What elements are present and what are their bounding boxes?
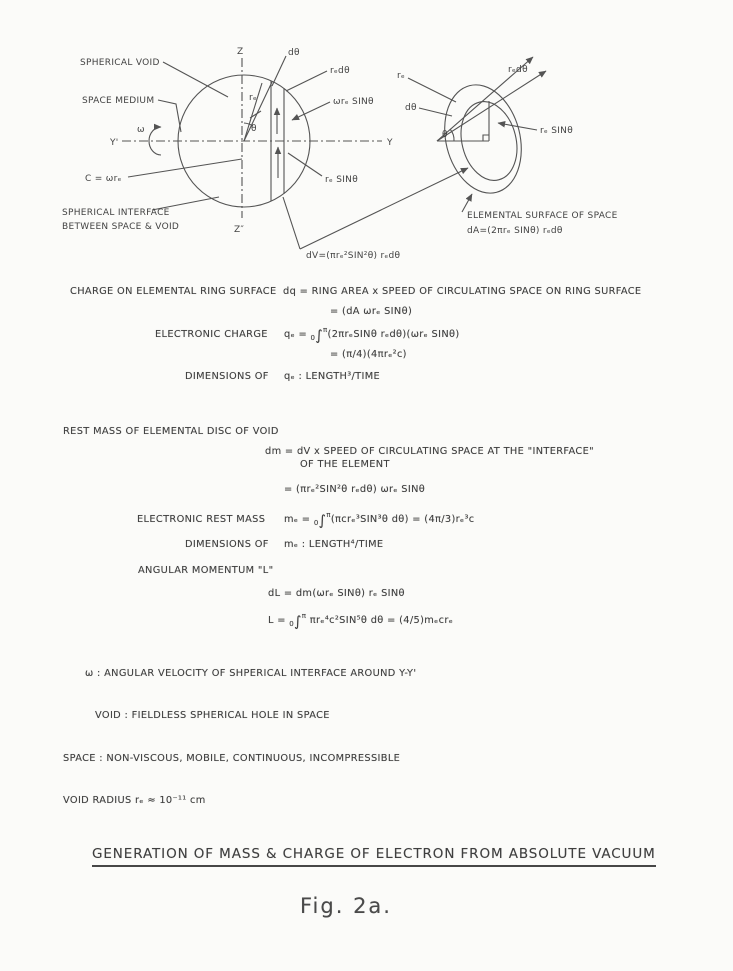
re-sin-label: rₑ SINθ	[325, 175, 359, 185]
dm-expanded-equation: = (πrₑ²SIN²θ rₑdθ) ωrₑ SINθ	[284, 484, 426, 495]
me-dimensions: mₑ : LENGTH⁴/TIME	[284, 539, 384, 550]
dtheta-label-right: dθ	[405, 103, 417, 113]
note-void-radius: VOID RADIUS rₑ ≈ 10⁻¹¹ cm	[63, 795, 206, 806]
leader-elemental-surface	[462, 194, 472, 212]
qe-dimensions: qₑ : LENGTH³/TIME	[284, 371, 381, 382]
leader-surface-speed	[128, 159, 242, 177]
leader-omega-re-sin	[292, 102, 330, 120]
note-void-definition: VOID : FIELDLESS SPHERICAL HOLE IN SPACE	[95, 710, 330, 721]
re-dtheta-label: rₑdθ	[330, 66, 350, 76]
dm-equation-line1: dm = dV x SPEED OF CIRCULATING SPACE AT THE "INTERFACE"	[265, 446, 594, 457]
figure-title: GENERATION OF MASS & CHARGE OF ELECTRON FROM ABSOLUTE VACUUM	[92, 846, 656, 867]
dimensions-of-label-m: DIMENSIONS OF	[185, 539, 269, 550]
re-sin-label-right: rₑ SINθ	[540, 126, 574, 136]
z-axis-label: Z	[237, 47, 244, 57]
right-angle-mark	[483, 135, 489, 141]
omega-label: ω	[137, 125, 145, 135]
elemental-surface-label-2: dA=(2πrₑ SINθ) rₑdθ	[467, 226, 563, 236]
figure-drawing	[0, 0, 733, 280]
dm-equation-line2: OF THE ELEMENT	[300, 459, 390, 470]
y-prime-axis-label: Y'	[110, 138, 119, 148]
interface-label-1: SPHERICAL INTERFACE	[62, 208, 170, 218]
theta-label-right: θ	[442, 130, 448, 140]
note-space-definition: SPACE : NON-VISCOUS, MOBILE, CONTINUOUS, INCOMPRESSIBLE	[63, 753, 401, 764]
leader-space-medium	[158, 100, 181, 132]
radius-line	[244, 82, 272, 141]
elemental-surface-label-1: ELEMENTAL SURFACE OF SPACE	[467, 211, 618, 221]
qe-integral-equation: qₑ = $_0$∫$^\pi$(2πrₑSINθ rₑdθ)(ωrₑ SINθ)	[284, 326, 460, 344]
l-integral-equation: L = $_0$∫$^\pi$ πrₑ⁴c²SIN⁵θ dθ = (4/5)mₑcrₑ	[268, 612, 454, 630]
dv-equation-label: dV=(πrₑ²SIN²θ) rₑdθ	[306, 251, 401, 261]
dtheta-label: dθ	[288, 48, 300, 58]
figure-caption: Fig. 2a.	[300, 894, 392, 918]
charge-section-heading: CHARGE ON ELEMENTAL RING SURFACE	[70, 286, 277, 297]
y-axis-label: Y	[387, 138, 393, 148]
re-dtheta-label-right: rₑdθ	[508, 65, 528, 75]
elemental-ring-diagram	[397, 57, 618, 236]
dl-equation: dL = dm(ωrₑ SINθ) rₑ SINθ	[268, 588, 405, 599]
theta-label: θ	[251, 124, 257, 134]
qe-result-equation: = (π/4)(4πrₑ²c)	[330, 349, 407, 360]
electronic-charge-label: ELECTRONIC CHARGE	[155, 329, 268, 340]
leader-dv-1	[283, 197, 300, 249]
z-prime-axis-label: Z″	[234, 225, 245, 235]
note-omega-definition: ω : ANGULAR VELOCITY OF SHPERICAL INTERFACE AROUND Y-Y'	[85, 668, 417, 679]
spherical-void-label: SPHERICAL VOID	[80, 58, 160, 68]
momentum-section-heading: ANGULAR MOMENTUM "L"	[138, 565, 274, 576]
leader-radius-right	[408, 78, 456, 102]
interface-label-2: BETWEEN SPACE & VOID	[62, 222, 180, 232]
wedge-line-2	[437, 71, 546, 141]
leader-dtheta	[272, 56, 286, 86]
leader-re-sin	[288, 153, 322, 176]
dq-expanded-equation: = (dA ωrₑ SINθ)	[330, 306, 413, 317]
mass-section-heading: REST MASS OF ELEMENTAL DISC OF VOID	[63, 426, 279, 437]
leader-re-dtheta	[286, 71, 327, 91]
me-integral-equation: mₑ = $_0$∫$^\pi$(πcrₑ³SIN³θ dθ) = (4π/3)rₑ³c	[284, 511, 475, 529]
spherical-void-diagram	[62, 47, 468, 261]
rest-mass-label: ELECTRONIC REST MASS	[137, 514, 266, 525]
dimensions-of-label-q: DIMENSIONS OF	[185, 371, 269, 382]
surface-speed-label: C = ωrₑ	[85, 174, 122, 184]
radius-label-right: rₑ	[397, 71, 406, 81]
leader-spherical-void	[163, 62, 228, 97]
space-medium-label: SPACE MEDIUM	[82, 96, 155, 106]
dq-equation: dq = RING AREA x SPEED OF CIRCULATING SPACE ON RING SURFACE	[283, 286, 642, 297]
radius-label: rₑ	[249, 93, 258, 103]
omega-re-sin-label: ωrₑ SINθ	[333, 97, 374, 107]
